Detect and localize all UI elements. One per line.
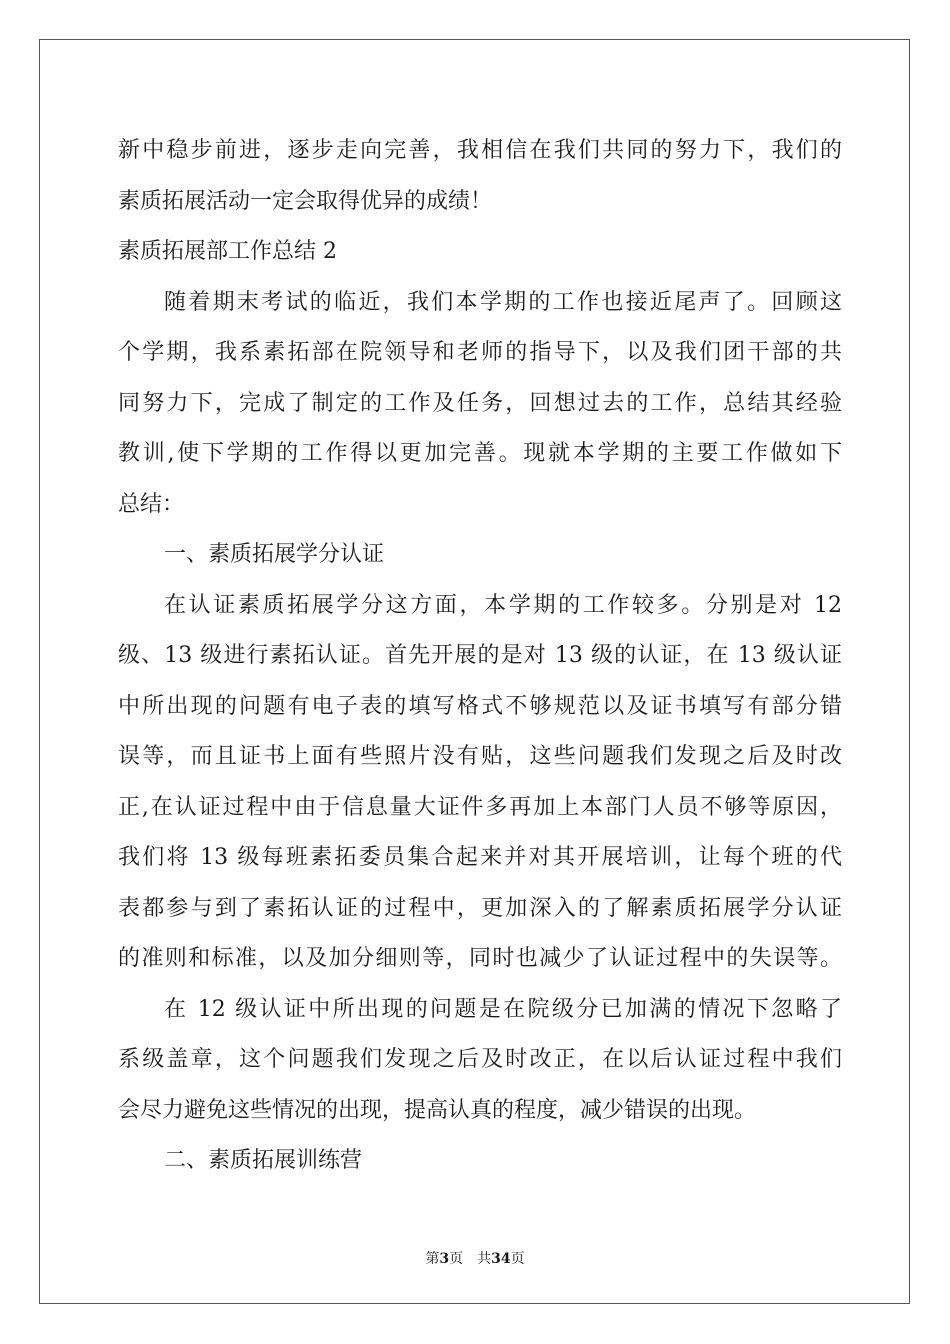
paragraph-line: 在认证素质拓展学分这方面，本学期的工作较多。分别是对 12	[164, 592, 842, 618]
footer-total-suffix: 页	[510, 1251, 525, 1267]
subsection-heading: 二、素质拓展训练营	[164, 1148, 363, 1173]
paragraph-line: 总结：	[118, 491, 185, 517]
paragraph-line: 在 12 级认证中所出现的问题是在院级分已加满的情况下忽略了	[164, 996, 842, 1022]
total-page-count: 34	[491, 1251, 511, 1267]
paragraph-line: 同努力下，完成了制定的工作及任务，回想过去的工作，总结其经验	[118, 390, 842, 416]
paragraph-line: 表都参与到了素拓认证的过程中，更加深入的了解素质拓展学分认证	[118, 895, 842, 921]
paragraph-line: 个学期，我系素拓部在院领导和老师的指导下，以及我们团干部的共	[118, 340, 842, 365]
footer-prefix: 第	[425, 1251, 440, 1267]
current-page-number: 3	[439, 1251, 450, 1267]
paragraph-line: 级、13 级进行素拓认证。首先开展的是对 13 级的认证，在 13 级认证	[118, 643, 842, 668]
paragraph-line: 素质拓展活动一定会取得优异的成绩！	[118, 188, 493, 214]
paragraph-line: 会尽力避免这些情况的出现，提高认真的程度，减少错误的出现。	[118, 1097, 757, 1123]
paragraph-line: 系级盖章，这个问题我们发现之后及时改正，在以后认证过程中我们	[118, 1047, 842, 1072]
paragraph-line: 教训,使下学期的工作得以更加完善。现就本学期的主要工作做如下	[118, 441, 842, 466]
paragraph-line: 新中稳步前进，逐步走向完善，我相信在我们共同的努力下，我们的	[118, 138, 842, 163]
footer-total-prefix: 共	[477, 1251, 492, 1267]
document-body	[118, 126, 842, 1187]
paragraph-line: 误等，而且证书上面有些照片没有贴，这些问题我们发现之后及时改	[118, 744, 842, 769]
footer-page-suffix: 页	[449, 1251, 464, 1267]
paragraph-line: 正,在认证过程中由于信息量大证件多再加上本部门人员不够等原因，	[118, 794, 842, 820]
paragraph-line: 随着期末考试的临近，我们本学期的工作也接近尾声了。回顾这	[164, 289, 842, 315]
section-heading: 素质拓展部工作总结 2	[118, 239, 337, 264]
paragraph-line: 中所出现的问题有电子表的填写格式不够规范以及证书填写有部分错	[118, 693, 842, 719]
paragraph-line: 的准则和标准，以及加分细则等，同时也减少了认证过程中的失误等。	[118, 946, 842, 971]
paragraph-line: 我们将 13 级每班素拓委员集合起来并对其开展培训，让每个班的代	[118, 845, 842, 870]
subsection-heading: 一、素质拓展学分认证	[164, 542, 385, 567]
page-footer	[0, 1248, 950, 1268]
